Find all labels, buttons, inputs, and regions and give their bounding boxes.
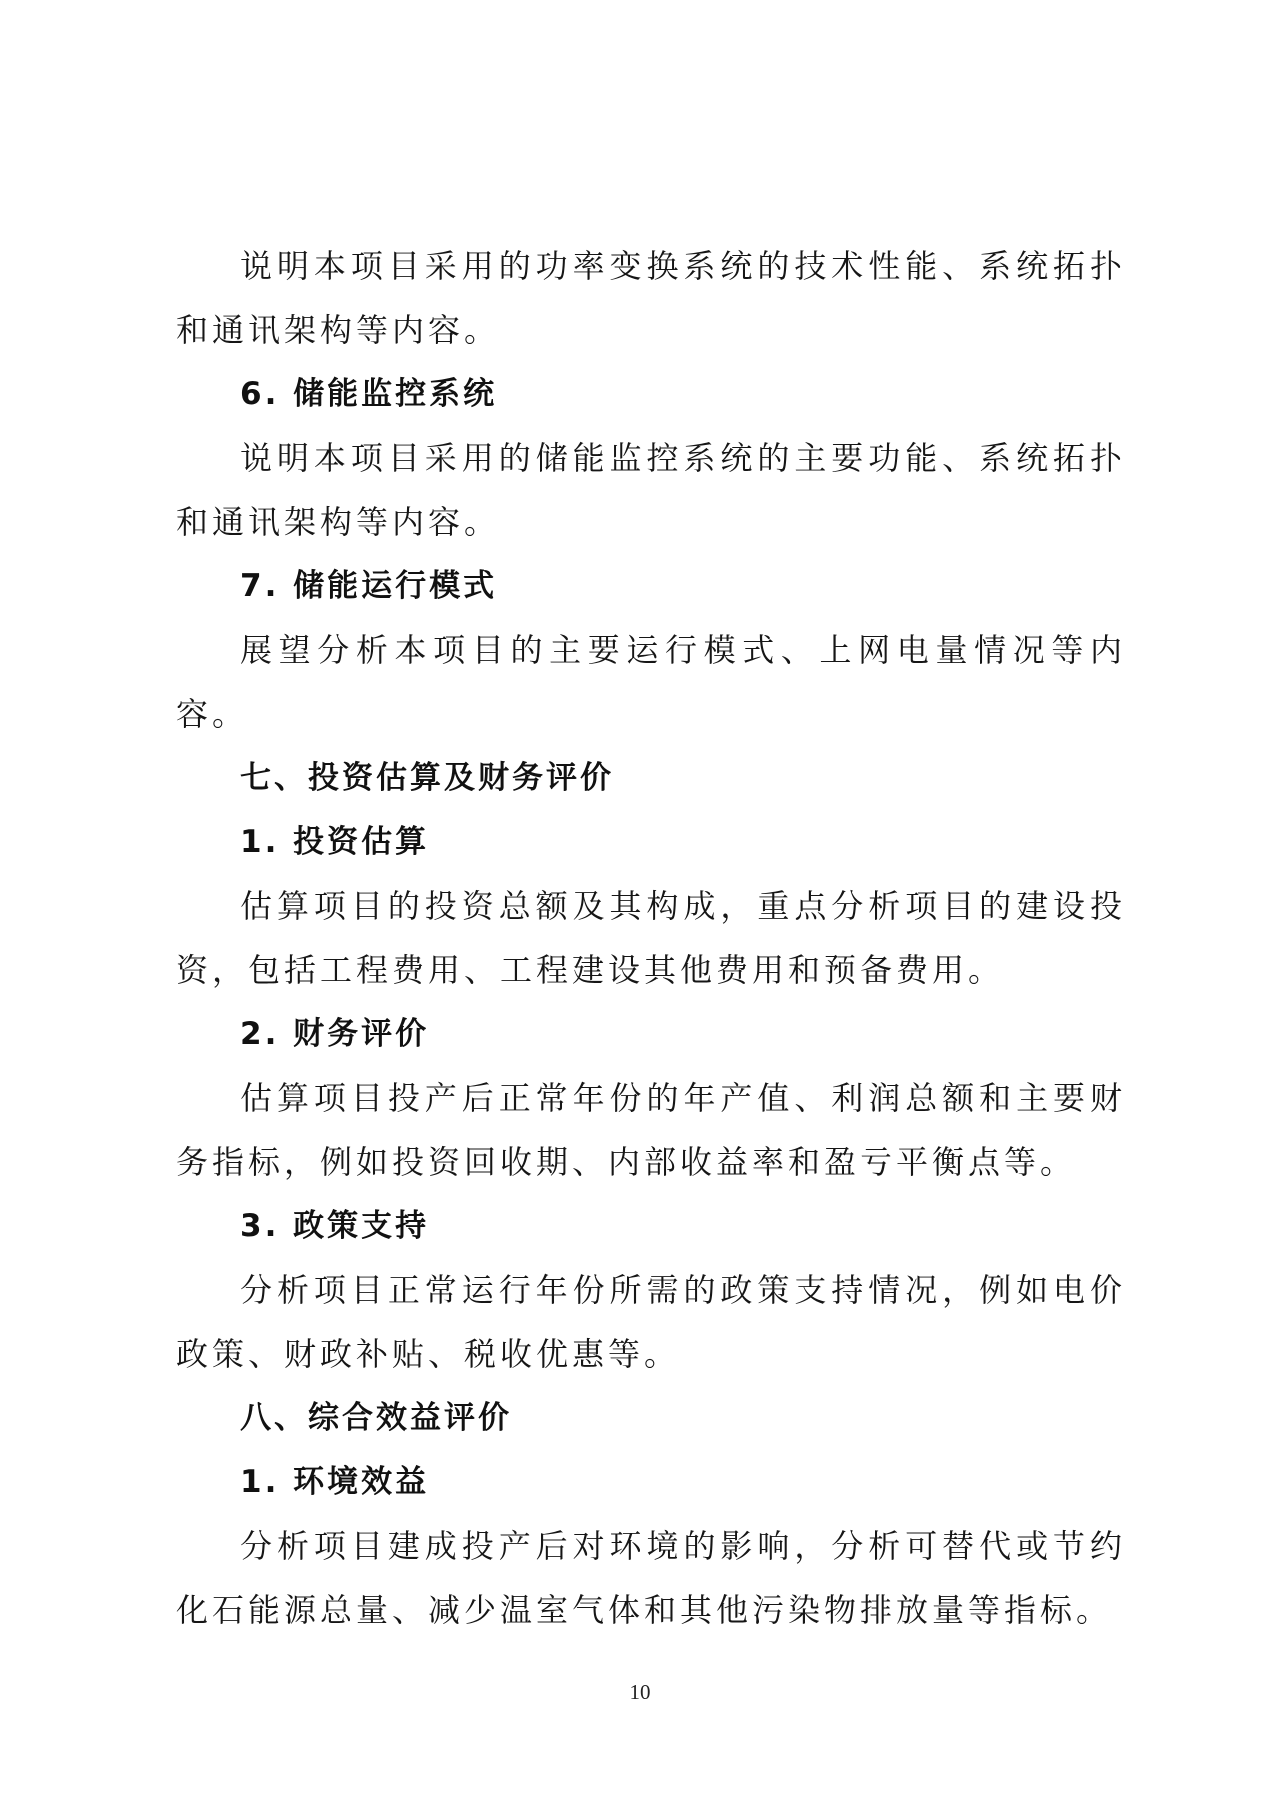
paragraph-environmental-description: 分析项目建成投产后对环境的影响，分析可替代或节约化石能源总量、减少温室气体和其他污染物排放量等指标。 [176,1527,1126,1629]
subheading-monitoring-system: 6. 储能监控系统 [240,376,498,412]
paragraph-investment-description: 估算项目的投资总额及其构成，重点分析项目的建设投资，包括工程费用、工程建设其他费用和预备费用。 [176,887,1126,989]
paragraph-financial-description: 估算项目投产后正常年份的年产值、利润总额和主要财务指标，例如投资回收期、内部收益率和盈亏平衡点等。 [176,1079,1126,1181]
paragraph-operation-description: 展望分析本项目的主要运行模式、上网电量情况等内容。 [176,631,1126,733]
paragraph-policy-description: 分析项目正常运行年份所需的政策支持情况，例如电价政策、财政补贴、税收优惠等。 [176,1271,1126,1373]
section-heading-benefits: 八、综合效益评价 [240,1400,512,1436]
subheading-operation-mode: 7. 储能运行模式 [240,568,498,604]
paragraph-pcs-description: 说明本项目采用的功率变换系统的技术性能、系统拓扑和通讯架构等内容。 [176,247,1126,349]
subheading-policy-support: 3. 政策支持 [240,1208,430,1244]
page-number: 10 [629,1680,651,1704]
subheading-environmental-benefit: 1. 环境效益 [240,1464,430,1500]
subheading-financial-evaluation: 2. 财务评价 [240,1016,430,1052]
page-body [176,234,1126,1642]
section-heading-investment: 七、投资估算及财务评价 [240,760,614,796]
subheading-investment-estimate: 1. 投资估算 [240,824,430,860]
paragraph-monitoring-description: 说明本项目采用的储能监控系统的主要功能、系统拓扑和通讯架构等内容。 [176,439,1126,541]
